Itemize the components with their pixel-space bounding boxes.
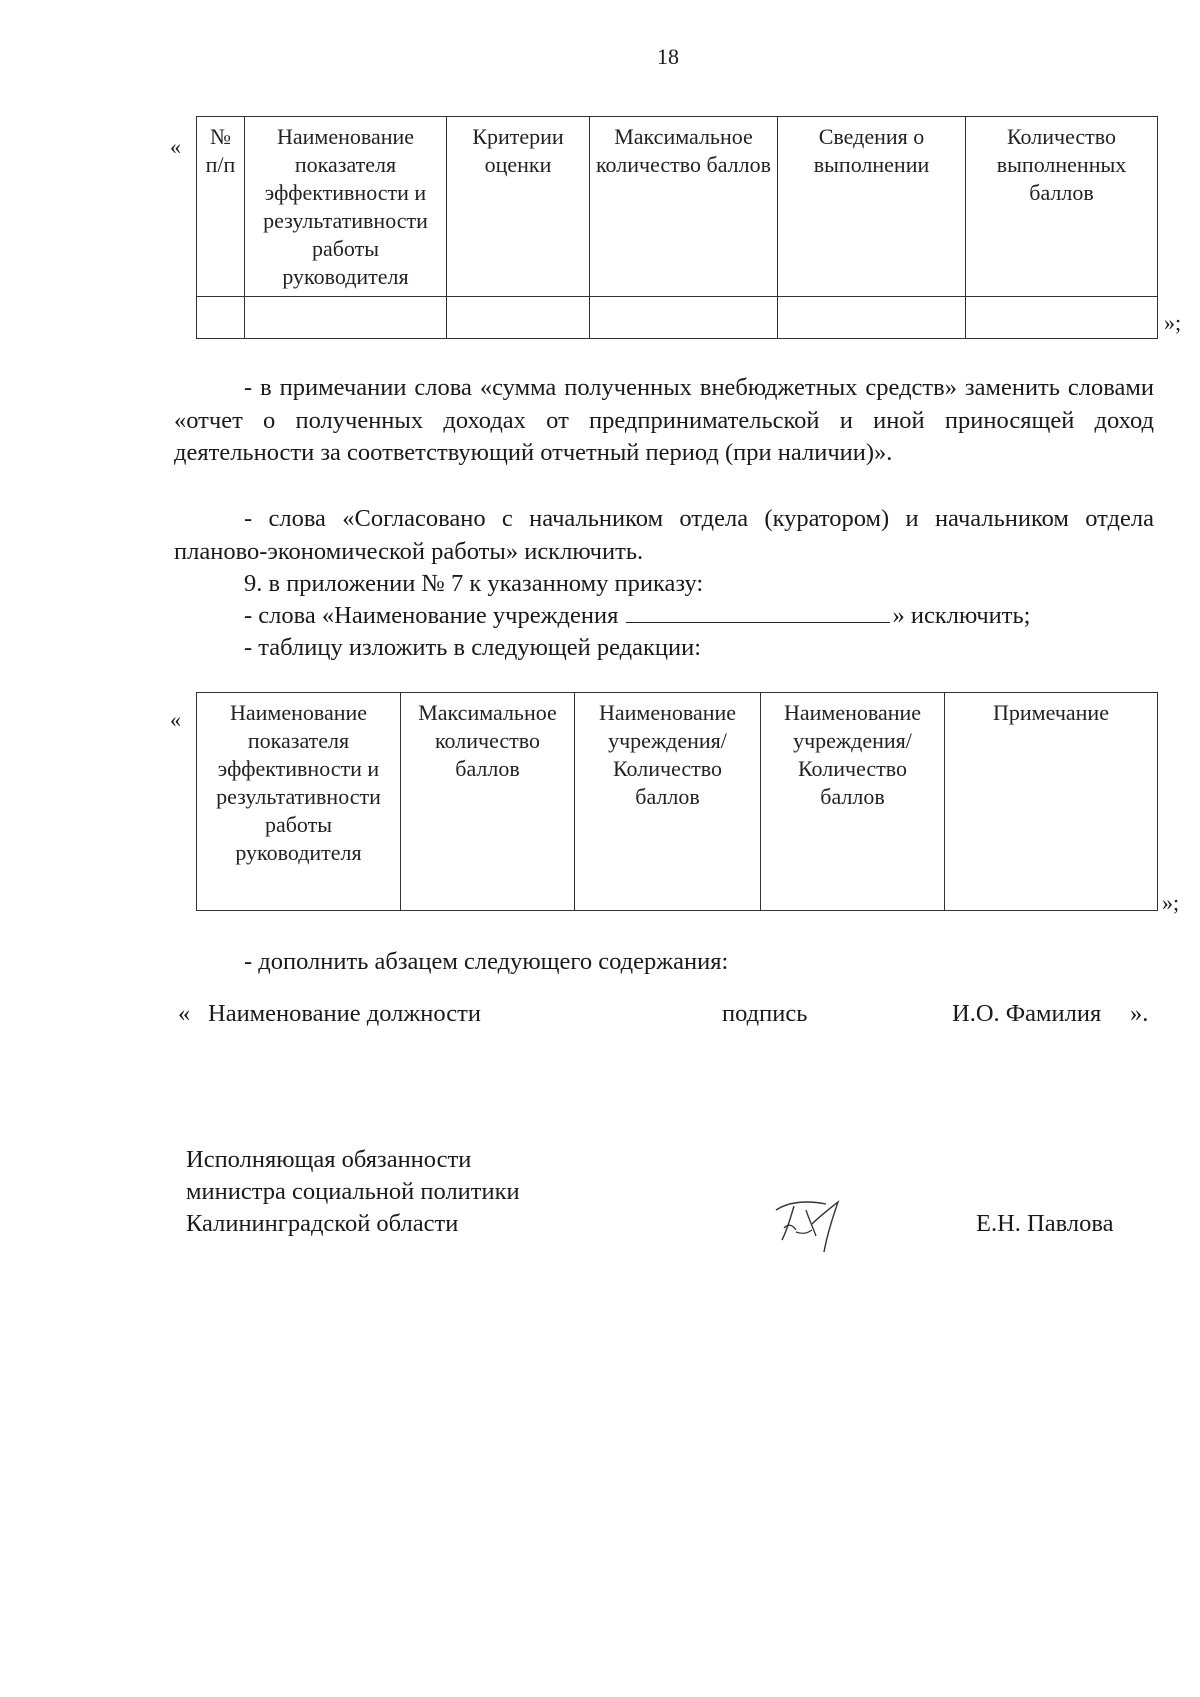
supplement-close-quote: ». <box>1130 1000 1149 1027</box>
col-points-achieved-header: Количество выполненных баллов <box>966 117 1158 297</box>
table-cell <box>245 297 447 339</box>
signatory-title-line-1: Исполняющая обязанности <box>186 1146 472 1173</box>
table2-close-quote: »; <box>1162 890 1180 915</box>
col-fulfillment-header: Сведения о выполнении <box>778 117 966 297</box>
col-institution-points-header: Наименование учреждения/ Количество баллов <box>761 693 945 911</box>
rating-table-header-row <box>197 693 1158 911</box>
page-number: 18 <box>657 44 679 69</box>
table-intro-line: - таблицу изложить в следующей редакции: <box>244 634 702 661</box>
note-replacement-paragraph: - в примечании слова «сумма полученных внебюджетных средств» заменить словами «отчет о полученных доходах от предпринимательской и иной приносящей доход деятельности за соответствующий отчетный период (при наличии)». <box>174 374 1154 466</box>
table-cell <box>966 297 1158 339</box>
col-number-header: № п/п <box>197 117 245 297</box>
col-indicator-header: Наименование показателя эффективности и результативности работы руководителя <box>245 117 447 297</box>
criteria-table <box>196 116 1158 339</box>
col-criteria-header: Критерии оценки <box>447 117 590 297</box>
table-cell <box>447 297 590 339</box>
col-max-points-header: Максимальное количество баллов <box>401 693 575 911</box>
col-institution-points-header: Наименование учреждения/ Количество баллов <box>575 693 761 911</box>
table1-close-quote: »; <box>1164 310 1182 335</box>
supplement-open-quote: « <box>178 1000 191 1027</box>
exclude-words-prefix: - слова «Наименование учреждения <box>244 602 619 629</box>
col-indicator-header: Наименование показателя эффективности и результативности работы руководителя <box>197 693 401 911</box>
name-placeholder: И.О. Фамилия <box>952 1000 1102 1027</box>
table-cell <box>778 297 966 339</box>
item-9-heading: 9. в приложении № 7 к указанному приказу: <box>244 570 704 597</box>
table2-open-quote: « <box>170 707 181 732</box>
table-cell <box>590 297 778 339</box>
signatory-name: Е.Н. Павлова <box>976 1210 1114 1237</box>
rating-table <box>196 692 1158 911</box>
handwritten-signature <box>766 1180 862 1260</box>
criteria-table-header-row <box>197 117 1158 297</box>
blank-underline <box>626 602 890 623</box>
exclude-words-line <box>244 602 1030 630</box>
col-note-header: Примечание <box>945 693 1158 911</box>
criteria-table-empty-row <box>197 297 1158 339</box>
exclude-agreement-paragraph: - слова «Согласовано с начальником отдела (куратором) и начальником отдела планово-экономической работы» исключить. <box>174 505 1154 565</box>
table1-open-quote: « <box>170 134 181 159</box>
signatory-title-line-2: министра социальной политики <box>186 1178 520 1205</box>
signatory-title-line-3: Калининградской области <box>186 1210 459 1237</box>
supplement-intro: - дополнить абзацем следующего содержания: <box>244 948 729 975</box>
table-cell <box>197 297 245 339</box>
position-placeholder: Наименование должности <box>208 1000 481 1027</box>
exclude-words-suffix: » исключить; <box>892 602 1031 629</box>
signature-placeholder: подпись <box>722 1000 808 1027</box>
col-max-points-header: Максимальное количество баллов <box>590 117 778 297</box>
